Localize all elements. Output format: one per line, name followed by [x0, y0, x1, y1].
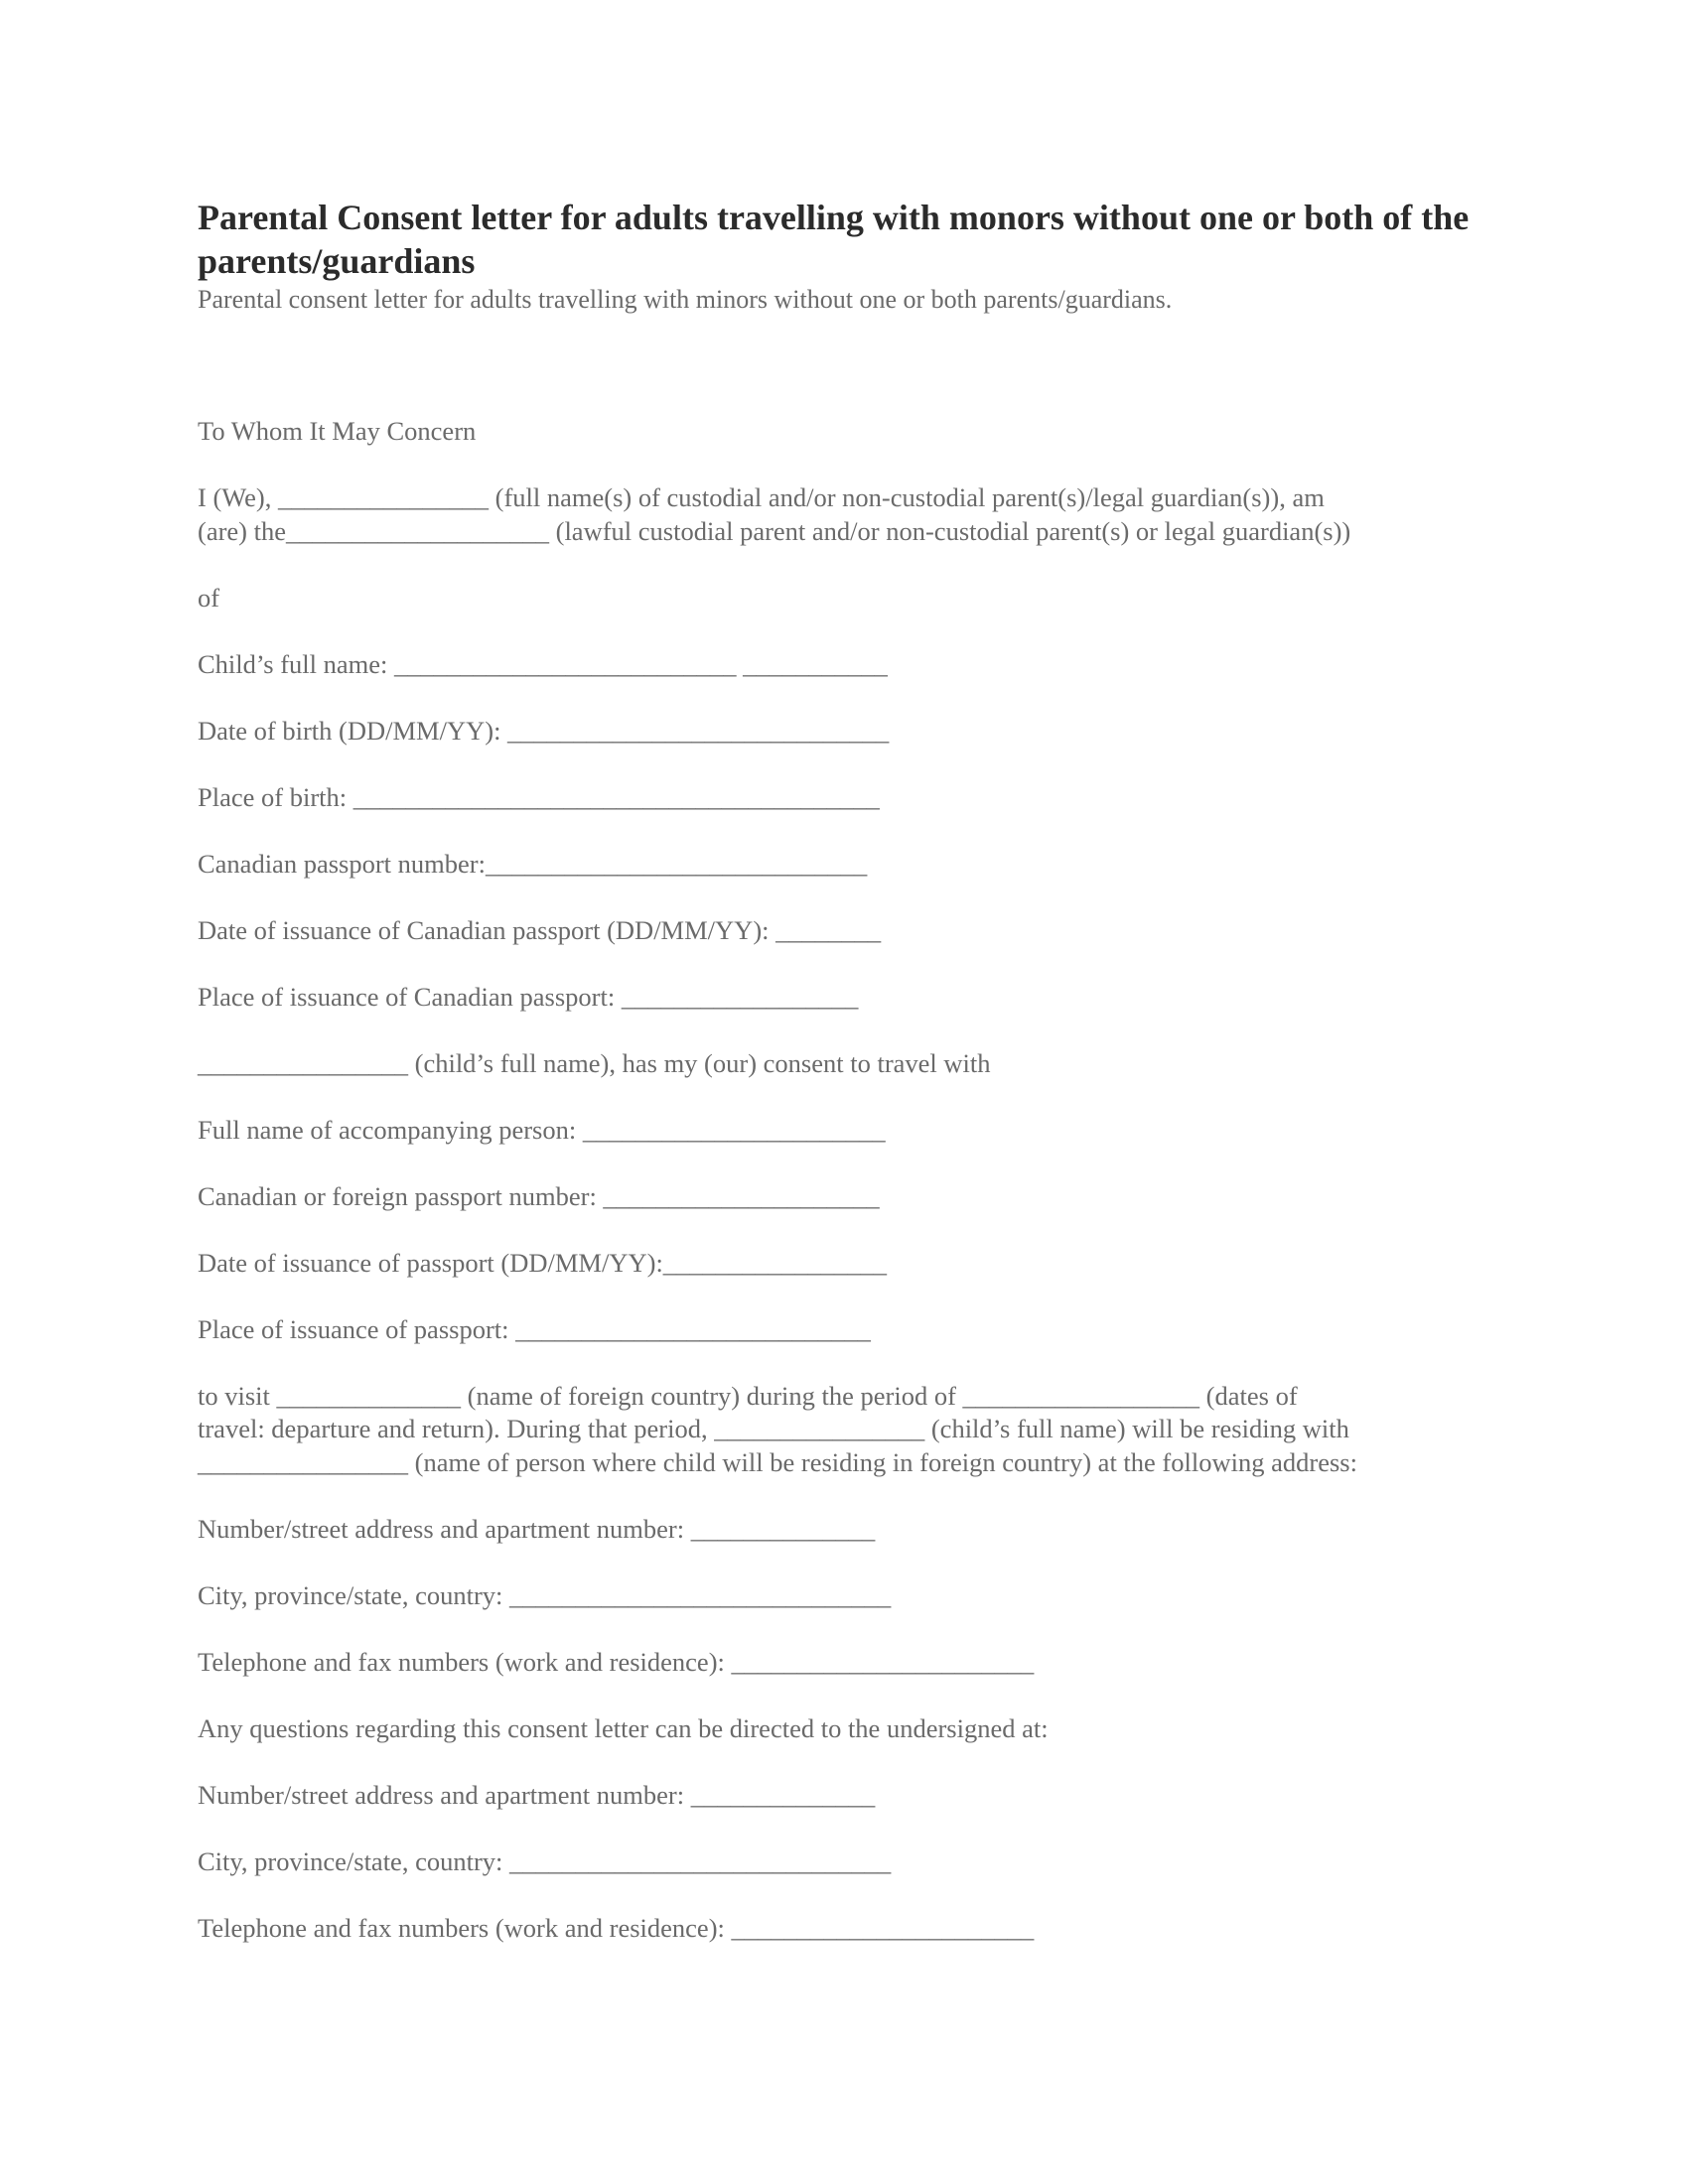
address-field-2: Number/street address and apartment number: ______________: [198, 1779, 876, 1810]
visit-line-3: ________________ (name of person where child will be residing in foreign country) at the following address:: [198, 1446, 1357, 1477]
questions-text: Any questions regarding this consent letter can be directed to the undersigned at:: [198, 1712, 1049, 1743]
document-title: Parental Consent letter for adults travelling with monors without one or both of the parents/guardians: [198, 198, 1470, 281]
accompanying-person-field: Full name of accompanying person: _______________________: [198, 1114, 886, 1145]
consent-line: ________________ (child’s full name), has my (our) consent to travel with: [198, 1047, 991, 1078]
canadian-passport-number-field: Canadian passport number:_____________________________: [198, 848, 868, 879]
place-of-issuance-canadian-field: Place of issuance of Canadian passport: __________________: [198, 981, 859, 1012]
visit-line-2: travel: departure and return). During that period, ________________ (child’s full name) will be residing with: [198, 1414, 1349, 1443]
telephone-field-2: Telephone and fax numbers (work and residence): _______________________: [198, 1912, 1035, 1943]
child-full-name-field: Child’s full name: __________________________ ___________: [198, 648, 888, 679]
document-subtitle: Parental consent letter for adults travelling with minors without one or both parents/guardians.: [198, 285, 1173, 314]
intro-paragraph: [198, 481, 1498, 548]
city-field-1: City, province/state, country: _____________________________: [198, 1579, 892, 1610]
letter-body: [198, 415, 1498, 1979]
city-field-2: City, province/state, country: _____________________________: [198, 1845, 892, 1876]
telephone-field-1: Telephone and fax numbers (work and residence): _______________________: [198, 1646, 1035, 1677]
place-of-birth-field: Place of birth: ________________________________________: [198, 781, 880, 812]
visit-paragraph: [198, 1380, 1498, 1480]
intro-line-1: I (We), ________________ (full name(s) of custodial and/or non-custodial parent(s)/legal guardian(s)), am: [198, 482, 1325, 512]
passport-number-field: Canadian or foreign passport number: _____________________: [198, 1180, 880, 1211]
date-of-issuance-canadian-field: Date of issuance of Canadian passport (DD/MM/YY): ________: [198, 914, 882, 945]
intro-line-2: (are) the____________________ (lawful custodial parent and/or non-custodial parent(s) or legal guardian(s)): [198, 515, 1351, 546]
of-text: of: [198, 582, 220, 613]
date-of-issuance-passport-field: Date of issuance of passport (DD/MM/YY):_________________: [198, 1247, 888, 1278]
visit-line-1: to visit ______________ (name of foreign country) during the period of __________________ (dates of: [198, 1380, 1298, 1411]
salutation: To Whom It May Concern: [198, 416, 477, 446]
date-of-birth-field: Date of birth (DD/MM/YY): _____________________________: [198, 715, 890, 746]
place-of-issuance-passport-field: Place of issuance of passport: ___________________________: [198, 1313, 871, 1344]
address-field-1: Number/street address and apartment number: ______________: [198, 1513, 876, 1544]
